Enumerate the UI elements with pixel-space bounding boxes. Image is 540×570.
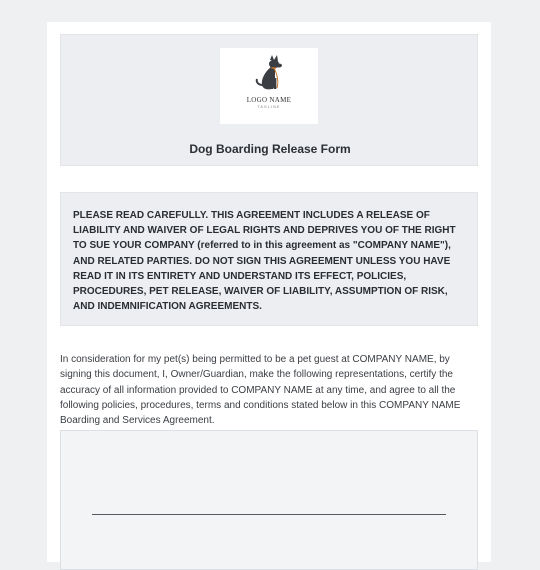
logo-name: LOGO NAME (246, 96, 292, 104)
signature-line (92, 514, 446, 515)
page-title: Dog Boarding Release Form (189, 142, 351, 156)
warning-notice (60, 192, 478, 326)
intro-paragraph: In consideration for my pet(s) being permitted to be a pet guest at COMPANY NAME, by signing this document, I, Owner/Guardian, make the following representations, certify the accuracy of all information provided to COMPANY NAME at any time, and agree to all the following policies, procedures, terms and conditions stated below in this COMPANY NAME Boarding and Services Agreement. (60, 354, 461, 427)
dog-sitting-icon (246, 54, 292, 96)
logo (220, 48, 318, 124)
form-header (60, 34, 478, 166)
form-page (47, 22, 491, 562)
warning-notice-text: PLEASE READ CAREFULLY. THIS AGREEMENT INCLUDES A RELEASE OF LIABILITY AND WAIVER OF LEGAL RIGHTS AND DEPRIVES YOU OF THE RIGHT TO SUE YOUR COMPANY (referred to in this agreement as "COMPANY NAME"), AND RELATED PARTIES. DO NOT SIGN THIS AGREEMENT UNLESS YOU HAVE READ IT IN ITS ENTIRETY AND UNDERSTAND ITS EFFECT, POLICIES, PROCEDURES, PET RELEASE, WAIVER OF LIABILITY, ASSUMPTION OF RISK, AND INDEMNIFICATION AGREEMENTS. (73, 210, 456, 313)
logo-tagline: TAGLINE (257, 105, 281, 109)
signature-pad[interactable] (60, 430, 478, 570)
